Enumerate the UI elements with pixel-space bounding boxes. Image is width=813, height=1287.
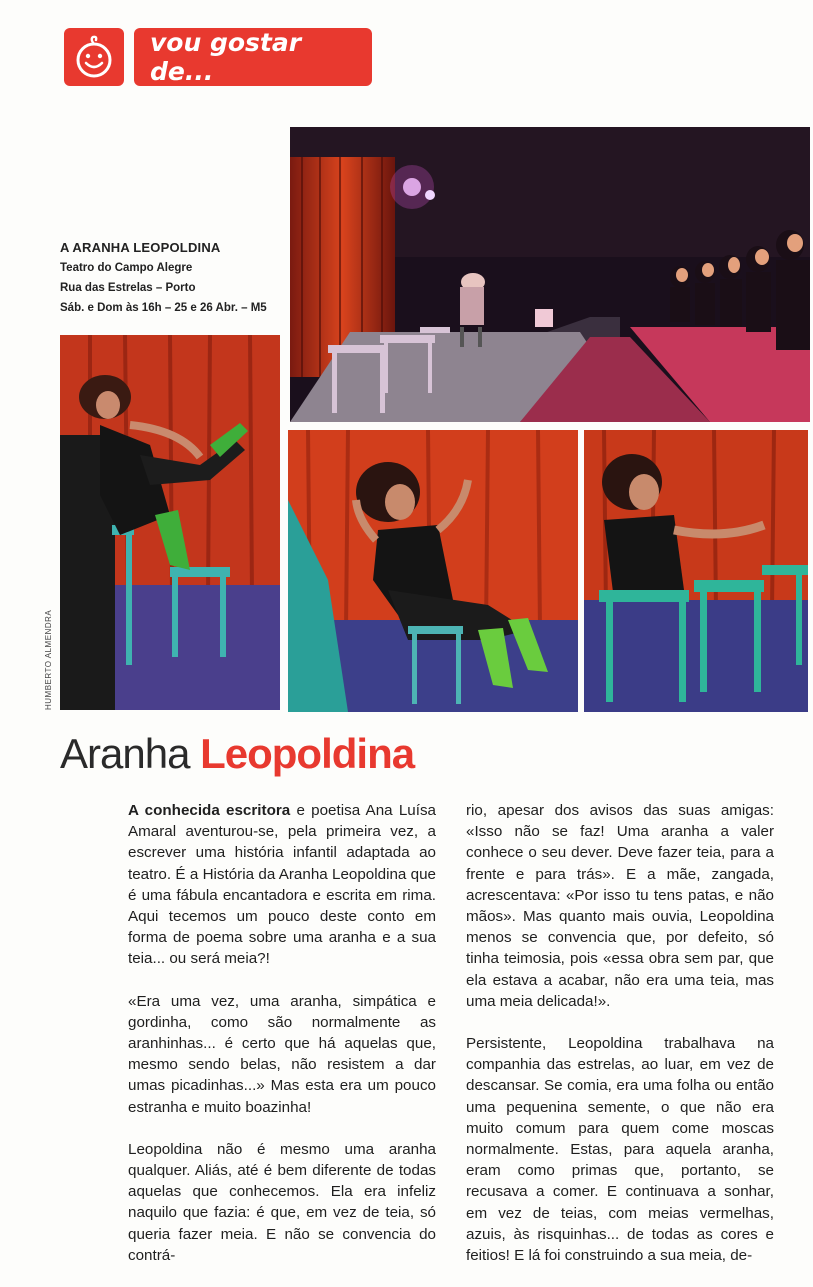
show-schedule: Sáb. e Dom às 16h – 25 e 26 Abr. – M5 xyxy=(60,302,267,314)
paragraph: «Era uma vez, uma aranha, simpática e gordinha, como são normalmente as aranhinhas... é certo que há aquelas que, mesmo sendo belas, não resistem a dar umas picadinhas...» Mas esta era um pouco estranha e muito boazinha! xyxy=(128,992,436,1116)
actress-photo-2 xyxy=(288,430,578,712)
paragraph-text: e poetisa Ana Luísa Amaral aventurou-se, pela primeira vez, a escrever uma história infantil adaptada ao teatro. É a História da Aranha Leopoldina que é uma fábula encantadora e escrita em rima. Aqui tecemos um pouco deste conto em forma de poema sobre uma aranha e a sua teia... ou será meia?! xyxy=(128,802,436,968)
show-venue: Teatro do Campo Alegre xyxy=(60,262,193,274)
section-badge: vou gostar de... xyxy=(134,28,372,86)
paragraph: Leopoldina não é mesmo uma aranha qualquer. Aliás, até é bem diferente de todas aquelas que conhecemos. Ela era infeliz naquilo que fazia: é que, em vez de teia, só queria fazer meia. E não se convencia do contrá- xyxy=(128,1140,436,1264)
paragraph: rio, apesar dos avisos das suas amigas: «Isso não se faz! Uma aranha a valer conhece o seu dever. Deve fazer teia, para a frente e para trás». E a mãe, zangada, acrescentava: «Por isso tu tens patas, e não mãos». Mas quanto mais ouvia, Leopoldina menos se convencia que, por defeito, só tinha teimosia, pois «essa obra sem par, que ela estava a acabar, não era uma teia, mas uma meia delicada!». xyxy=(466,802,774,1010)
photo-credit: HUMBERTO ALMENDRA xyxy=(44,609,53,710)
lead-in: A conhecida escritora xyxy=(128,802,291,819)
stage-photo xyxy=(290,127,810,422)
paragraph xyxy=(128,800,436,970)
show-info xyxy=(60,238,280,318)
actress-photo-3 xyxy=(584,430,808,712)
paragraph: Persistente, Leopoldina trabalhava na companhia das estrelas, ao luar, em vez de descansar. Se comia, era uma folha ou então uma pequenina semente, o que não era muito comum para quem come moscas normalmente. Estas, para aquela aranha, eram como primas que, portanto, se recusava a comer. E continuava a sonhar, em vez de teias, com meias vermelhas, azuis, às risquinhas... de todas as cores e feitios! E lá foi construindo a sua meia, de- xyxy=(466,1035,774,1265)
title-part-2: Leopoldina xyxy=(200,730,415,777)
actress-photo-1 xyxy=(60,335,280,710)
article-column-2 xyxy=(466,800,774,1287)
title-part-1: Aranha xyxy=(60,730,190,777)
show-address: Rua das Estrelas – Porto xyxy=(60,282,196,294)
smiley-baby-icon xyxy=(64,28,124,86)
article-title xyxy=(60,730,414,778)
show-title: A ARANHA LEOPOLDINA xyxy=(60,240,221,255)
article-column-1 xyxy=(128,800,436,1287)
